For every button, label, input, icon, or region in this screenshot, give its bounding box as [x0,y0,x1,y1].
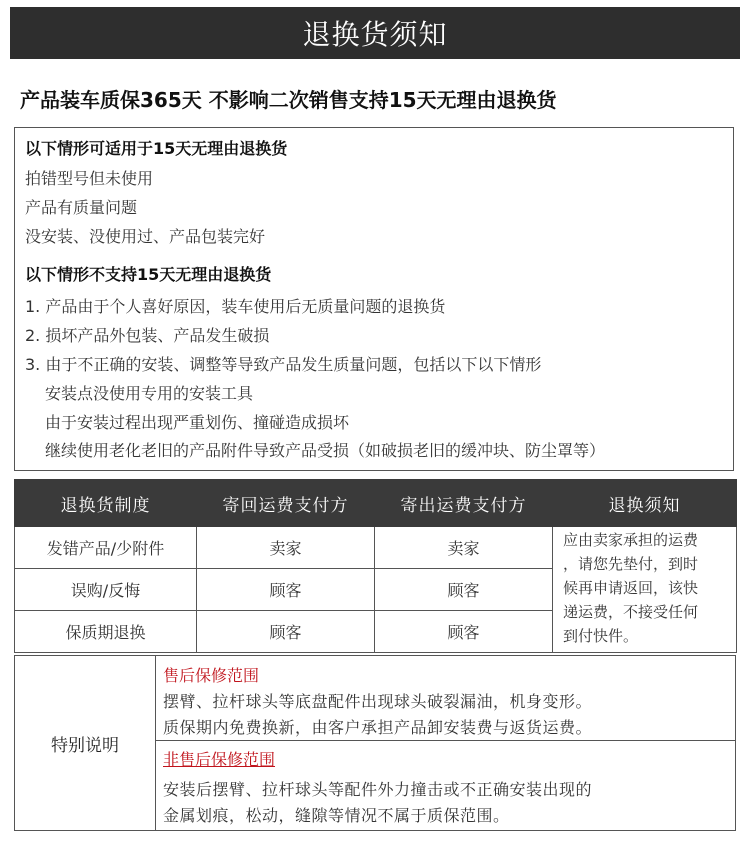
return-payer-cell: 顾客 [197,611,375,653]
ineligible-item: 2. 损坏产品外包装、产品发生破损 [25,326,270,345]
note-line: 递运费，不接受任何 [563,603,699,621]
table-header-row [15,480,737,527]
eligible-heading: 以下情形可适用于15天无理由退换货 [25,139,288,158]
warranty-covered-title: 售后保修范围 [163,666,260,685]
return-payer-cell: 顾客 [197,569,375,611]
warranty-not-covered-line: 金属划痕，松动，缝隙等情况不属于质保范围。 [163,806,510,825]
special-notes-section [14,655,736,831]
header-notes: 退换须知 [553,480,737,527]
eligible-item: 拍错型号但未使用 [25,169,154,188]
policy-cell: 误购/反悔 [15,569,197,611]
ineligible-subitem: 继续使用老化老旧的产品附件导致产品受损（如破损老旧的缓冲块、防尘罩等） [45,441,606,460]
warranty-covered-section [156,656,735,741]
return-conditions-box [14,127,734,471]
warranty-not-covered-line: 安装后摆臂、拉杆球头等配件外力撞击或不正确安装出现的 [163,780,593,799]
note-line: 到付快件。 [563,627,639,645]
note-line: 应由卖家承担的运费 [563,531,699,549]
note-line: 候再申请返回，该快 [563,579,699,597]
eligible-item: 没安装、没使用过、产品包装完好 [25,227,266,246]
warranty-subtitle: 产品装车质保365天 不影响二次销售支持15天无理由退换货 [20,88,557,112]
notes-cell [553,527,737,653]
return-policy-table [14,479,737,653]
header-send-shipping: 寄出运费支付方 [375,480,553,527]
warranty-covered-line: 质保期内免费换新，由客户承担产品卸安装费与返货运费。 [163,718,593,737]
warranty-not-covered-section [156,741,735,830]
special-notes-label: 特别说明 [15,656,156,830]
policy-cell: 发错产品/少附件 [15,527,197,569]
header-policy: 退换货制度 [15,480,197,527]
ineligible-item: 3. 由于不正确的安装、调整等导致产品发生质量问题，包括以下以下情形 [25,355,542,374]
warranty-covered-line: 摆臂、拉杆球头等底盘配件出现球头破裂漏油，机身变形。 [163,692,593,711]
ineligible-subitem: 由于安装过程出现严重划伤、撞碰造成损坏 [45,413,350,432]
ineligible-heading: 以下情形不支持15天无理由退换货 [25,265,272,284]
header-return-shipping: 寄回运费支付方 [197,480,375,527]
eligible-item: 产品有质量问题 [25,198,138,217]
return-payer-cell: 卖家 [197,527,375,569]
ineligible-item: 1. 产品由于个人喜好原因，装车使用后无质量问题的退换货 [25,297,446,316]
banner-title: 退换货须知 [302,18,448,51]
table-row [15,527,737,569]
policy-cell: 保质期退换 [15,611,197,653]
page-banner [10,7,740,59]
send-payer-cell: 卖家 [375,527,553,569]
warranty-not-covered-title: 非售后保修范围 [163,750,276,769]
ineligible-subitem: 安装点没使用专用的安装工具 [45,384,254,403]
note-line: ，请您先垫付，到时 [563,555,699,573]
send-payer-cell: 顾客 [375,569,553,611]
send-payer-cell: 顾客 [375,611,553,653]
